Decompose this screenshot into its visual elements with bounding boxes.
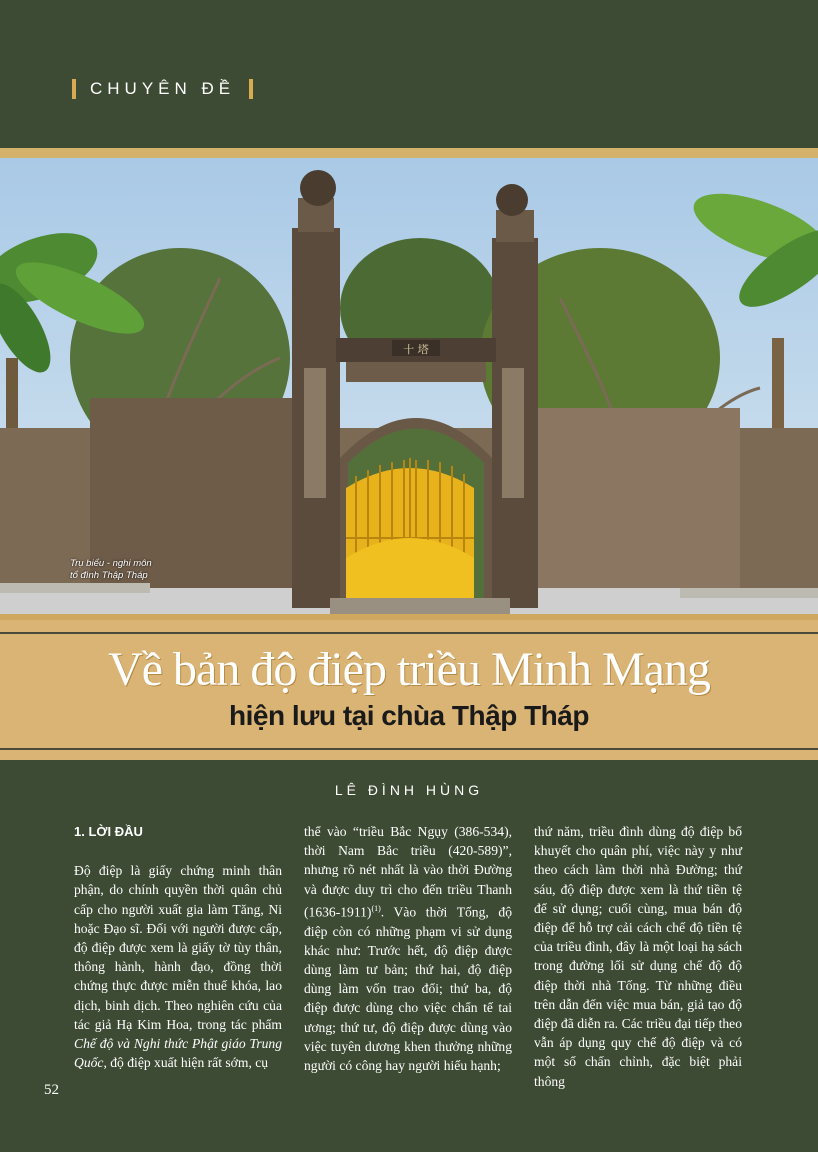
gate-plaque-text: 十 塔 — [403, 343, 429, 356]
temple-gate-photo — [0, 158, 818, 614]
temple-gate-illustration — [0, 158, 818, 614]
col1-text-b: , độ điệp xuất hiện rất sớm, cụ — [103, 1055, 269, 1071]
book-title: Chế độ và Nghi thức Phật giáo Trung Quốc — [74, 1036, 282, 1071]
article-title: Về bản độ điệp triều Minh Mạng — [108, 643, 710, 696]
section-heading: 1. LỜI ĐẦU — [74, 824, 143, 839]
text-column-3 — [534, 822, 742, 1091]
photo-caption-line1: Trụ biểu - nghi môn — [70, 558, 152, 569]
text-column-1 — [74, 822, 282, 1072]
photo-top-stripe — [0, 148, 818, 158]
section-label-text: CHUYÊN ĐỀ — [90, 79, 236, 98]
section-bar-right — [249, 79, 253, 99]
author-name: LÊ ĐÌNH HÙNG — [334, 782, 484, 798]
photo-caption — [70, 558, 200, 582]
col1-text-a: Độ điệp là giấy chứng minh thân phận, do chính quyền thời quân chủ cấp cho người xuất gia làm Tăng, Ni hoặc Đạo sĩ. Đối với người được cấp, độ điệp được xem là giấy tờ tùy thân, thông hành, hành đạo, đồng thời chứng thực được miễn thuế khóa, lao dịch, binh dịch. Theo nghiên cứu của tác giả Hạ Kim Hoa, trong tác phẩm — [74, 863, 282, 1032]
text-column-2 — [304, 822, 512, 1075]
section-bar-left — [72, 79, 76, 99]
title-band — [0, 614, 818, 760]
column-1-paragraph — [74, 861, 282, 1072]
col2-text-a: thể vào “triều Bắc Ngụy (386-534), thời Nam Bắc triều (420-589)”, nhưng rõ nét nhất là vào thời Đường và được duy trì cho đến triều Thanh (1636-1911) — [304, 824, 512, 920]
photo-caption-line2: tổ đình Thập Tháp — [70, 570, 148, 581]
title-rule-bottom — [0, 748, 818, 750]
column-2-paragraph — [304, 822, 512, 1075]
title-rule-top — [0, 632, 818, 634]
section-label — [72, 76, 253, 102]
column-3-paragraph: thứ năm, triều đình dùng độ điệp bổ khuyết cho quân phí, việc này y như theo cách làm thời nhà Đường; thứ sáu, độ điệp được xem là thứ tiền tệ để sử dụng; cuối cùng, mua bán độ điệp để hỗ trợ cải cách chế độ tiền tệ của triều đình, đây là một loại hạ sách trong đường lối sử dụng chế độ độ điệp thời nhà Tống. Từ những điều trên dẫn đến việc mua bán, giả tạo độ điệp đã diễn ra. Các triều đại tiếp theo vẫn áp dụng quy chế độ điệp và có một số chấn chỉnh, đặc biệt phải thông — [534, 824, 742, 1089]
article-subtitle: hiện lưu tại chùa Thập Tháp — [229, 700, 589, 731]
page-number: 52 — [44, 1082, 59, 1098]
footnote-marker: (1) — [371, 903, 381, 913]
col2-text-b: . Vào thời Tống, độ điệp còn có những phạm vi sử dụng khác như: Trước hết, độ điệp được dùng làm tư bản; thứ hai, độ điệp dùng làm vốn trao đổi; thứ ba, độ điệp được dùng cho việc chẩn tế tai ương; thứ tư, độ điệp được dùng vào việc tuyên dương khen thưởng những người có công hay người hiếu hạnh; — [304, 904, 512, 1073]
